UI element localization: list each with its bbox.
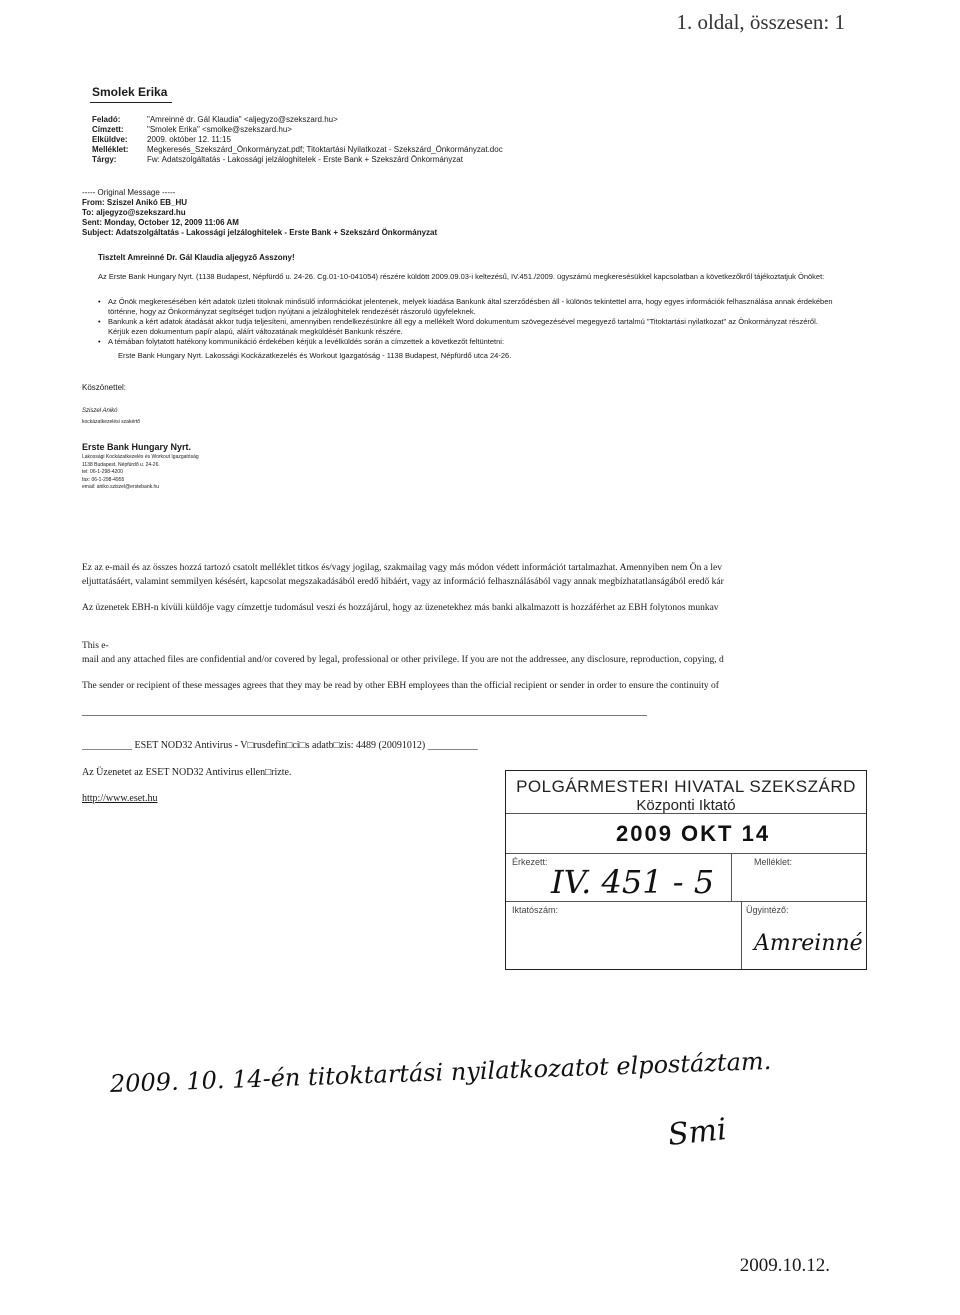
antivirus-checked: Az Üzenetet az ESET NOD32 Antivirus ellen□rizte. — [82, 767, 292, 778]
original-message-header — [82, 188, 437, 238]
stamp-subtitle: Központi Iktató — [636, 797, 736, 814]
original-from: From: Sziszel Anikó EB_HU — [82, 198, 188, 207]
handwritten-initials: Smi — [666, 1112, 729, 1153]
disclaimer-en-1: This e- — [82, 641, 109, 651]
handwritten-note: 2009. 10. 14-én titoktartási nyilatkozatot elpostáztam. — [109, 1046, 772, 1098]
intro-paragraph: Az Erste Bank Hungary Nyrt. (1138 Budapest, Népfürdő u. 24-26. Cg.01-10-041054) részére küldött 2009.09.03-i keltezésű, IV.451./2009. ügyszámú megkeresésükkel kapcsolatban a következőkről tájékoztatjuk Önöket: — [98, 272, 825, 281]
salutation: Tisztelt Amreinné Dr. Gál Klaudia aljegyző Asszony! — [98, 253, 295, 262]
divider — [506, 853, 866, 854]
stamp-date: 2009 OKT 14 — [616, 821, 771, 846]
contact-line: email: aniko.sziszel@erstebank.hu — [82, 484, 160, 490]
original-heading: ----- Original Message ----- — [82, 188, 176, 197]
antivirus-line: __________ ESET NOD32 Antivirus - V□rusdefin□ci□s adatb□zis: 4489 (20091012) __________ — [82, 740, 478, 751]
original-subject: Subject: Adatszolgáltatás - Lakossági jelzáloghitelek - Erste Bank + Szekszárd Önkormányzat — [82, 228, 438, 237]
list-item: • A témában folytatott hatékony kommunikáció érdekében kérjük a levélküldés során a címzettek a következőt feltüntetni: — [98, 337, 838, 347]
list-item: • Az Önök megkeresésében kért adatok üzleti titoknak minősülő információkat jelentenek, melyek kiadása Bankunk által szerződésben áll - különös tekintettel arra, hogy egyes információk felhasználása annak érdekében történne, hogy az Önkormányzat segítséget tudjon nyújtani a jelzáloghitelek rendezését rászoruló ügyfeleknek. — [98, 297, 838, 317]
field-attachment: Melléklet: Megkeresés_Szekszárd_Önkormányzat.pdf; Titoktartási Nyilatkozat - Szekszárd_Önkormányzat.doc — [92, 145, 503, 154]
field-sent: Elküldve: 2009. október 12. 11:15 — [92, 135, 231, 144]
signer-title: kockázatkezelési szakértő — [82, 419, 141, 425]
contact-line: Lakossági Kockázatkezelés és Workout Igazgatóság — [82, 454, 199, 460]
label-cases: Ügyintéző: — [746, 905, 789, 915]
label-received: Érkezett: — [512, 857, 548, 867]
divider — [741, 901, 742, 969]
disclaimer-hu-1: Ez az e-mail és az összes hozzá tartozó csatolt melléklet titkos és/vagy jogilag, szakmailag vagy más módon védett információt tartalmazhat. Amennyiben nem Ön a lev — [82, 563, 722, 573]
disclaimer-en-2: mail and any attached files are confidential and/or covered by legal, professional or other privilege. If you are not the addressee, any disclosure, reproduction, copying, d — [82, 655, 724, 665]
label-reg-no: Iktatószám: — [512, 905, 559, 915]
divider — [506, 813, 866, 814]
contact-block — [82, 454, 199, 492]
bank-address: Erste Bank Hungary Nyrt. Lakossági Kockázatkezelés és Workout Igazgatóság - 1138 Budapest, Népfürdő utca 24-26. — [118, 351, 512, 360]
bullet-list — [98, 297, 838, 347]
regards: Köszönettel: — [82, 383, 127, 392]
stamp-signature: Amreinné — [754, 931, 863, 956]
registry-stamp — [505, 770, 867, 970]
field-from: Feladó: "Amreinné dr. Gál Klaudia" <aljegyzo@szekszard.hu> — [92, 115, 338, 124]
original-to: To: aljegyzo@szekszard.hu — [82, 208, 186, 217]
page-number: 1. oldal, összesen: 1 — [676, 10, 845, 34]
disclaimer-hu-3: Az üzenetek EBH-n kívüli küldője vagy címzettje tudomásul veszi és hozzájárul, hogy az üzenetekhez más banki alkalmazott is hozzáférhet az EBH folytonos munkav — [82, 603, 719, 613]
stamp-title: POLGÁRMESTERI HIVATAL SZEKSZÁRD — [516, 777, 856, 796]
contact-line: fax: 06-1-298-4955 — [82, 476, 125, 483]
email-header-fields — [92, 115, 707, 165]
field-subject: Tárgy: Fw: Adatszolgáltatás - Lakossági jelzáloghitelek - Erste Bank + Szekszárd Önkormányzat — [92, 155, 463, 164]
original-sent: Sent: Monday, October 12, 2009 11:06 AM — [82, 218, 239, 227]
footer-date: 2009.10.12. — [739, 1255, 830, 1276]
field-to: Címzett: "Smolek Erika" <smolke@szekszard.hu> — [92, 125, 292, 134]
list-item: • Bankunk a kért adatok átadását akkor tudja teljesíteni, amennyiben rendelkezésünkre áll egy a mellékelt Word dokumentum szövegezésével megegyező tartalmú "Titoktartási nyilatkozat" az Önkormányzat részéről. Kérjük ezen dokumentum papír alapú, aláírt változatának megküldését Bankunk részére. — [98, 317, 838, 337]
bank-name: Erste Bank Hungary Nyrt. — [82, 442, 192, 452]
disclaimer-en-3: The sender or recipient of these messages agrees that they may be read by other EBH employees than the official recipient or sender in order to ensure the continuity of — [82, 681, 719, 691]
sender-underline — [90, 102, 172, 103]
divider — [731, 853, 732, 901]
label-attachments: Melléklet: — [754, 857, 793, 867]
divider — [82, 715, 647, 716]
divider — [506, 901, 866, 902]
antivirus-link[interactable]: http://www.eset.hu — [82, 793, 158, 804]
contact-line: tel: 06-1-298-4200 — [82, 469, 123, 475]
contact-line: 1138 Budapest, Népfürdő u. 24-26. — [82, 461, 160, 468]
sender-name: Smolek Erika — [92, 85, 168, 99]
registration-number: IV. 451 - 5 — [551, 863, 715, 901]
signer-name: Sziszel Anikó — [82, 408, 118, 414]
disclaimer-hu-2: eljuttatásáért, valamint semmilyen késésért, kapcsolat megszakadásából eredő hibáért, vagy az információ felhasználásából vagy annak megbízhatatlanságából eredő kár — [82, 577, 724, 587]
